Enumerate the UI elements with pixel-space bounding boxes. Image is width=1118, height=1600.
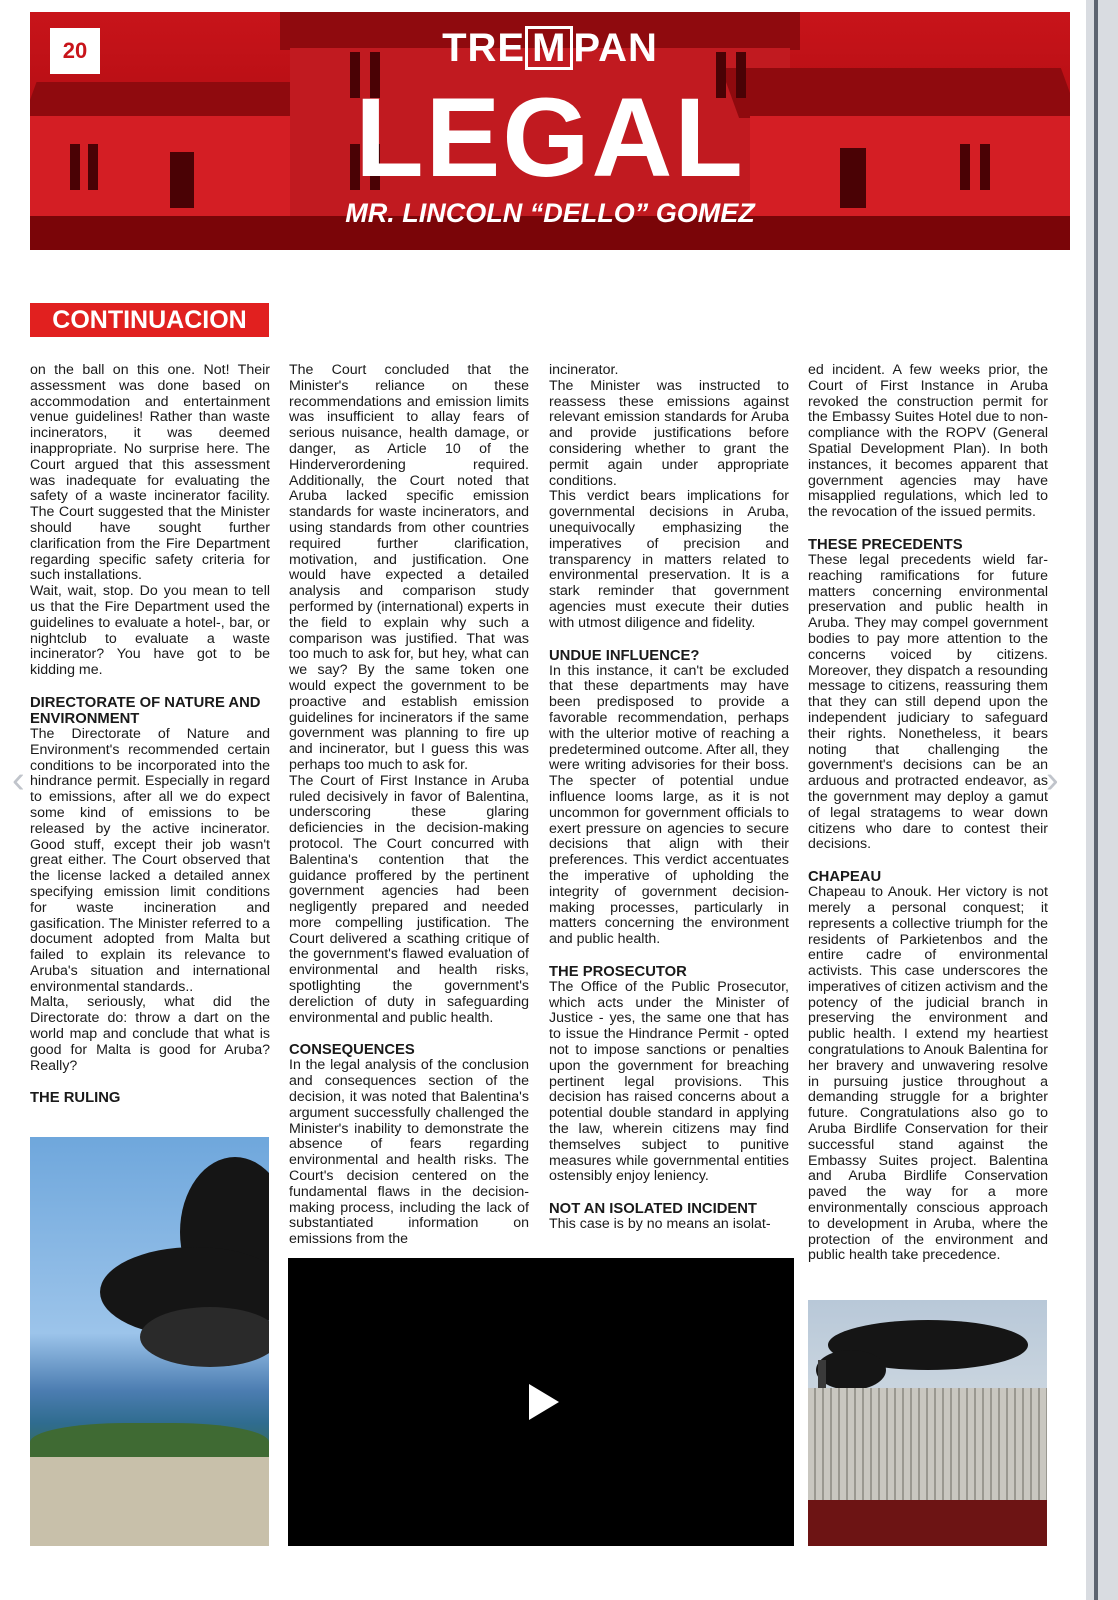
chevron-left-icon[interactable]: ‹	[12, 759, 25, 801]
paragraph: ed incident. A few weeks prior, the Court of First Instance in Aruba revoked the construction permit for the Embassy Suites Hotel due to non-compliance with the ROPV (General Spatial Development Plan). In both instances, it becomes apparent that government agencies may have misapplied regulations, which led to the revocation of the issued permits.	[808, 362, 1048, 521]
shoreline	[30, 1457, 269, 1546]
section-heading: THESE PRECEDENTS	[808, 536, 963, 553]
page-side-bar	[1086, 0, 1118, 1600]
paragraph: These legal precedents wield far-reaching ramifications for future matters concerning environmental preservation and public health in Aruba. They may compel government bodies to pay more attention to the concerns voiced by citizens. Moreover, they dispatch a resounding message to citizens, reassuring them that they can still depend upon the independent judiciary to safeguard their rights. Nonetheless, it bears noting that challenging the government's decisions can be an arduous and protracted endeavor, as the government may deploy a gamut of legal stratagems to wear down citizens who dare to contest their decisions.	[808, 551, 1048, 853]
article-column-1	[30, 363, 270, 1106]
play-icon[interactable]	[529, 1384, 559, 1420]
factory-smoke-photo	[808, 1300, 1047, 1546]
paragraph: In this instance, it can't be excluded that these departments may have been predisposed to provide a favorable recommendation, perhaps with the ulterior motive of reaching a predetermined outcome. After all, they were writing advisories for their boss. The specter of potential undue influence looms large, as it is not uncommon for government officials to exert pressure on agencies to secure decisions that align with their preferences. This verdict accentuates the imperative of upholding the integrity of government decision-making processes, particularly in matters concerning the environment and public health.	[549, 662, 789, 948]
header-banner	[30, 12, 1070, 250]
page-number: 20	[50, 28, 100, 74]
section-heading: THE PROSECUTOR	[549, 963, 687, 980]
paragraph: on the ball on this one. Not! Their assessment was done based on accommodation and entertainment venue guidelines! Rather than waste incinerators, it was deemed inappropriate. No surprise here. The Court argued that this assessment was inadequate for evaluating the safety of a waste incinerator facility. The Court suggested that the Minister should have sought further clarification from the Fire Department regarding specific safety criteria for such installations.	[30, 362, 270, 584]
brand-text-m: M	[525, 26, 573, 70]
section-heading: THE RULING	[30, 1090, 121, 1107]
paragraph: This verdict bears implications for governmental decisions in Aruba, unequivocally emphasizing the imperatives of precision and transparency in matters related to environmental preservation. It is a stark reminder that government agencies must execute their duties with utmost diligence and fidelity.	[549, 488, 789, 631]
section-title: LEGAL	[355, 75, 745, 200]
section-heading: NOT AN ISOLATED INCIDENT	[549, 1201, 757, 1218]
paragraph: The Directorate of Nature and Environment's recommended certain conditions to be incorporated into the hindrance permit. Especially in regard to emissions, after all we do expect some kind of emissions to be released by the active incinerator. Good stuff, except their job wasn't great either. The Court observed that the license lacked a detailed annex specifying emission limit conditions for waste incineration and gasification. The Minister referred to a document adopted from Malta but failed to explain its relevance to Aruba's situation and international environmental standards..	[30, 725, 270, 995]
author-name: MR. LINCOLN “DELLO” GOMEZ	[345, 198, 755, 228]
paragraph: The Office of the Public Prosecutor, which acts under the Minister of Justice - yes, the same one that has to issue the Hindrance Permit - opted not to impose sanctions or penalties upon the government for breaching pertinent legal provisions. This decision has raised concerns about a potential double standard in applying the law, wherein citizens may find themselves subject to punitive measures while governmental entities ostensibly enjoy leniency.	[549, 978, 789, 1185]
smoke-lagoon-photo	[30, 1137, 269, 1546]
section-heading: DIRECTORATE OF NATURE AND ENVIRONMENT	[30, 694, 261, 727]
tank	[808, 1500, 1047, 1546]
paragraph: incinerator.	[549, 362, 619, 378]
article-column-3	[549, 363, 789, 1233]
video-player[interactable]	[288, 1258, 794, 1546]
smoke-plume	[140, 1307, 269, 1367]
paragraph: In the legal analysis of the conclusion and consequences section of the decision, it was noted that Balentina's argument successfully challenged the Minister's inability to demonstrate the absence of fears regarding environmental and health risks. The Court's decision centered on the fundamental flaws in the decision-making process, including the lack of substantiated information on emissions from the	[289, 1057, 529, 1248]
section-heading: UNDUE INFLUENCE?	[549, 647, 700, 664]
brand-text-left: TRE	[442, 26, 526, 70]
article-column-4	[808, 363, 1048, 1264]
paragraph: Chapeau to Anouk. Her victory is not merely a personal conquest; it represents a collective triumph for the residents of Parkietenbos and the entire cadre of environmental activists. This case underscores the imperatives of citizen activism and the potency of the judicial branch in preserving the environment and public health. I extend my heartiest congratulations to Anouk Balentina for her bravery and unwavering resolve in pursuing justice throughout a demanding struggle for a brighter future. Congratulations also go to Aruba Birdlife Conservation for their successful stand against the Embassy Suites project. Balentina and Aruba Birdlife Conservation paved the way for a more environmentally conscious approach to development in Aruba, where the protection of the environment and public health take precedence.	[808, 884, 1048, 1264]
paragraph: The Court concluded that the Minister's reliance on these recommendations and emission limits was insufficient to allay fears of serious nuisance, health damage, or danger, as Article 10 of the Hinderverordening required. Additionally, the Court noted that Aruba lacked specific emission standards for waste incinerators, and using standards from other countries required further clarification, motivation, and justification. One would have expected a detailed analysis and comparison study performed by (international) experts in the field to explain why such a comparison was justified. That was too much to ask for, but hey, what can we say? By the same token one would expect the government to be proactive and establish emission guidelines for incinerators if the same government was planning to fire up and incinerator, but I guess this was perhaps too much to ask for.	[289, 362, 529, 773]
smoke-plume	[816, 1350, 886, 1390]
article-column-2	[289, 363, 529, 1248]
continuation-label: CONTINUACION	[30, 303, 269, 337]
paragraph: This case is by no means an isolat-	[549, 1216, 771, 1233]
page-edge	[1094, 0, 1098, 1600]
brand-logo	[30, 26, 1070, 71]
paragraph: The Minister was instructed to reassess these emissions against relevant emission standards for Aruba and provide justifications before considering whether to grant the permit again under appropriate conditions.	[549, 377, 789, 489]
chevron-right-icon[interactable]: ›	[1046, 759, 1059, 801]
paragraph: Wait, wait, stop. Do you mean to tell us that the Fire Department used the guidelines to evaluate a hotel-, bar, or nightclub to evaluate a waste incinerator? You have got to be kidding me.	[30, 583, 270, 679]
section-heading: CHAPEAU	[808, 869, 882, 886]
paragraph: The Court of First Instance in Aruba ruled decisively in favor of Balentina, underscoring these glaring deficiencies in the decision-making protocol. The Court concurred with Balentina's contention that the guidance proffered by the pertinent government agencies had been negligently prepared and needed more compelling justification. The Court delivered a scathing critique of the government's flawed evaluation of environmental and health risks, spotlighting the government's dereliction of duty in safeguarding environmental and public health.	[289, 772, 529, 1026]
section-heading: CONSEQUENCES	[289, 1042, 415, 1059]
brand-text-right: PAN	[573, 26, 658, 70]
paragraph: Malta, seriously, what did the Directorate do: throw a dart on the world map and conclude that what is good for Malta is good for Aruba? Really?	[30, 994, 270, 1074]
